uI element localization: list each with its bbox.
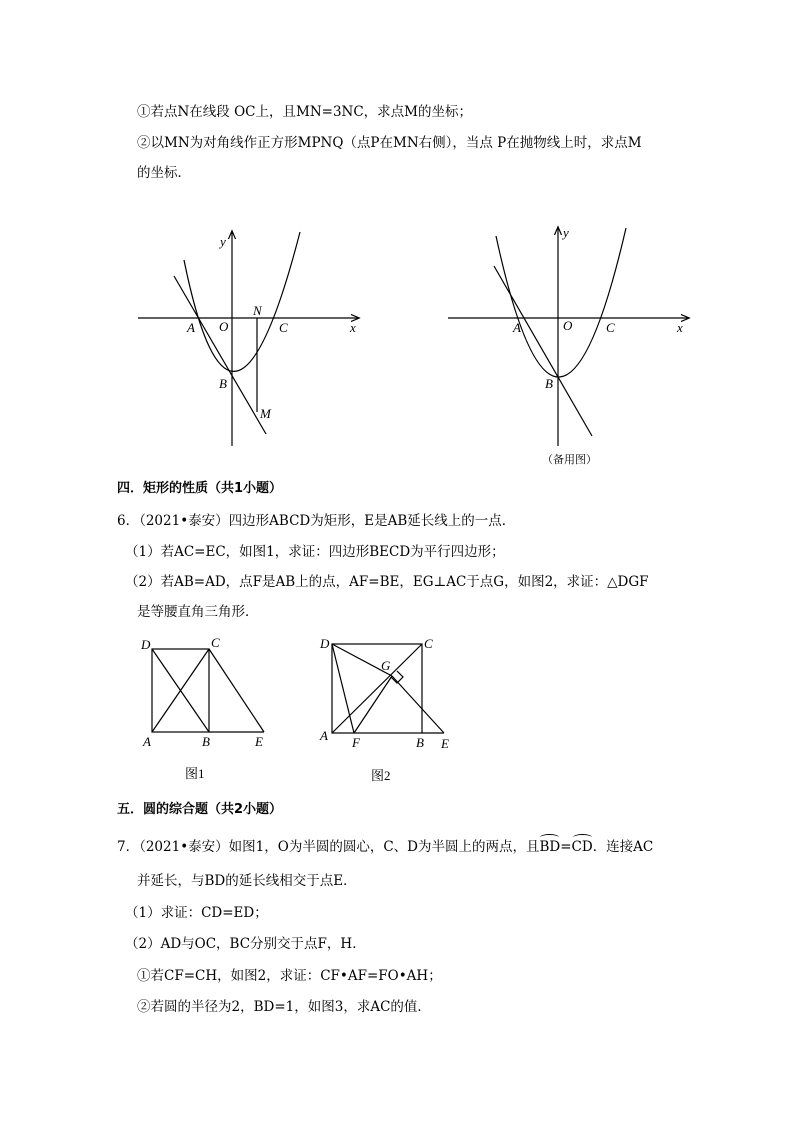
q7-part1: （1）求证：CD=ED； [125, 905, 268, 921]
q5-sub2-line2: 的坐标． [137, 165, 191, 181]
q6-part2-line2: 是等腰直角三角形． [137, 604, 259, 620]
fig1-point-c: C [211, 635, 220, 650]
parabola-curve [184, 232, 300, 371]
left-y-label: y [220, 234, 226, 249]
q6-part2-line1: （2）若AB=AD，点F是AB上的点，AF=BE，EG⊥AC于点G，如图2，求证：△DGF [125, 574, 649, 590]
fig2-point-b: B [416, 735, 424, 750]
right-x-label: x [677, 320, 683, 335]
segment-ce [209, 649, 264, 732]
diagonal-ac [332, 644, 422, 733]
right-point-a: A [513, 320, 521, 335]
right-point-o: O [563, 318, 573, 333]
fig2-point-e: E [441, 736, 449, 751]
right-point-b: B [545, 376, 553, 391]
segment-ge [392, 676, 444, 733]
parabola-figure-right [448, 228, 688, 446]
left-point-b: B [219, 376, 227, 391]
segment-df [332, 644, 354, 733]
q7-stem-line1 [117, 837, 653, 857]
q7-stem-b: ．连接AC [592, 839, 654, 855]
section-5-title: 五．圆的综合题（共2小题） [117, 802, 283, 817]
arc-cd: CD [571, 839, 593, 855]
fig1-point-b: B [202, 734, 210, 749]
fig2-point-d: D [320, 636, 330, 651]
line-ab [174, 276, 266, 434]
q6-part1: （1）若AC=EC，如图1，求证：四边形BECD为平行四边形； [125, 544, 505, 560]
figure-1 [152, 649, 264, 732]
q7-stem-a: 7．（2021•泰安）如图1，O为半圆的圆心，C、D为半圆上的两点，且 [117, 839, 540, 855]
fig1-point-a: A [143, 734, 151, 749]
q7-part2: （2）AD与OC，BC分别交于点F，H． [125, 936, 366, 952]
fig2-point-a: A [320, 728, 328, 743]
q5-sub1: ①若点N在线段 OC上，且MN=3NC，求点M的坐标； [137, 104, 473, 120]
left-point-o: O [219, 319, 229, 334]
left-point-a: A [187, 320, 195, 335]
fig1-point-e: E [255, 734, 263, 749]
left-point-n: N [253, 303, 262, 318]
fig1-point-d: D [141, 637, 151, 652]
right-caption: （备用图） [542, 454, 597, 466]
q7-sub2: ②若圆的半径为2，BD=1，如图3，求AC的值． [137, 999, 431, 1015]
fig1-caption: 图1 [185, 766, 205, 781]
left-point-c: C [279, 320, 288, 335]
fig2-point-f: F [352, 735, 360, 750]
q6-stem: 6．（2021•泰安）四边形ABCD为矩形，E是AB延长线上的一点． [117, 513, 516, 529]
fig2-point-c: C [424, 636, 433, 651]
right-point-c: C [606, 320, 615, 335]
parabola-figure-left [138, 232, 358, 446]
fig2-point-g: G [381, 658, 391, 673]
segment-fg [354, 676, 392, 733]
section-4-title: 四．矩形的性质（共1小题） [117, 481, 283, 496]
q7-stem-line2: 并延长，与BD的延长线相交于点E． [137, 873, 357, 889]
left-x-label: x [350, 320, 356, 335]
fig2-caption: 图2 [371, 768, 391, 783]
arc-bd: BD [539, 839, 561, 855]
q7-equals: = [560, 839, 572, 855]
q5-sub2-line1: ②以MN为对角线作正方形MPNQ（点P在MN右侧），当点 P在抛物线上时，求点M [137, 135, 642, 151]
line-ab [494, 266, 592, 436]
right-y-label: y [563, 225, 569, 240]
q7-sub1: ①若CF=CH，如图2，求证：CF•AF=FO•AH； [137, 968, 442, 984]
left-point-m: M [260, 406, 271, 421]
